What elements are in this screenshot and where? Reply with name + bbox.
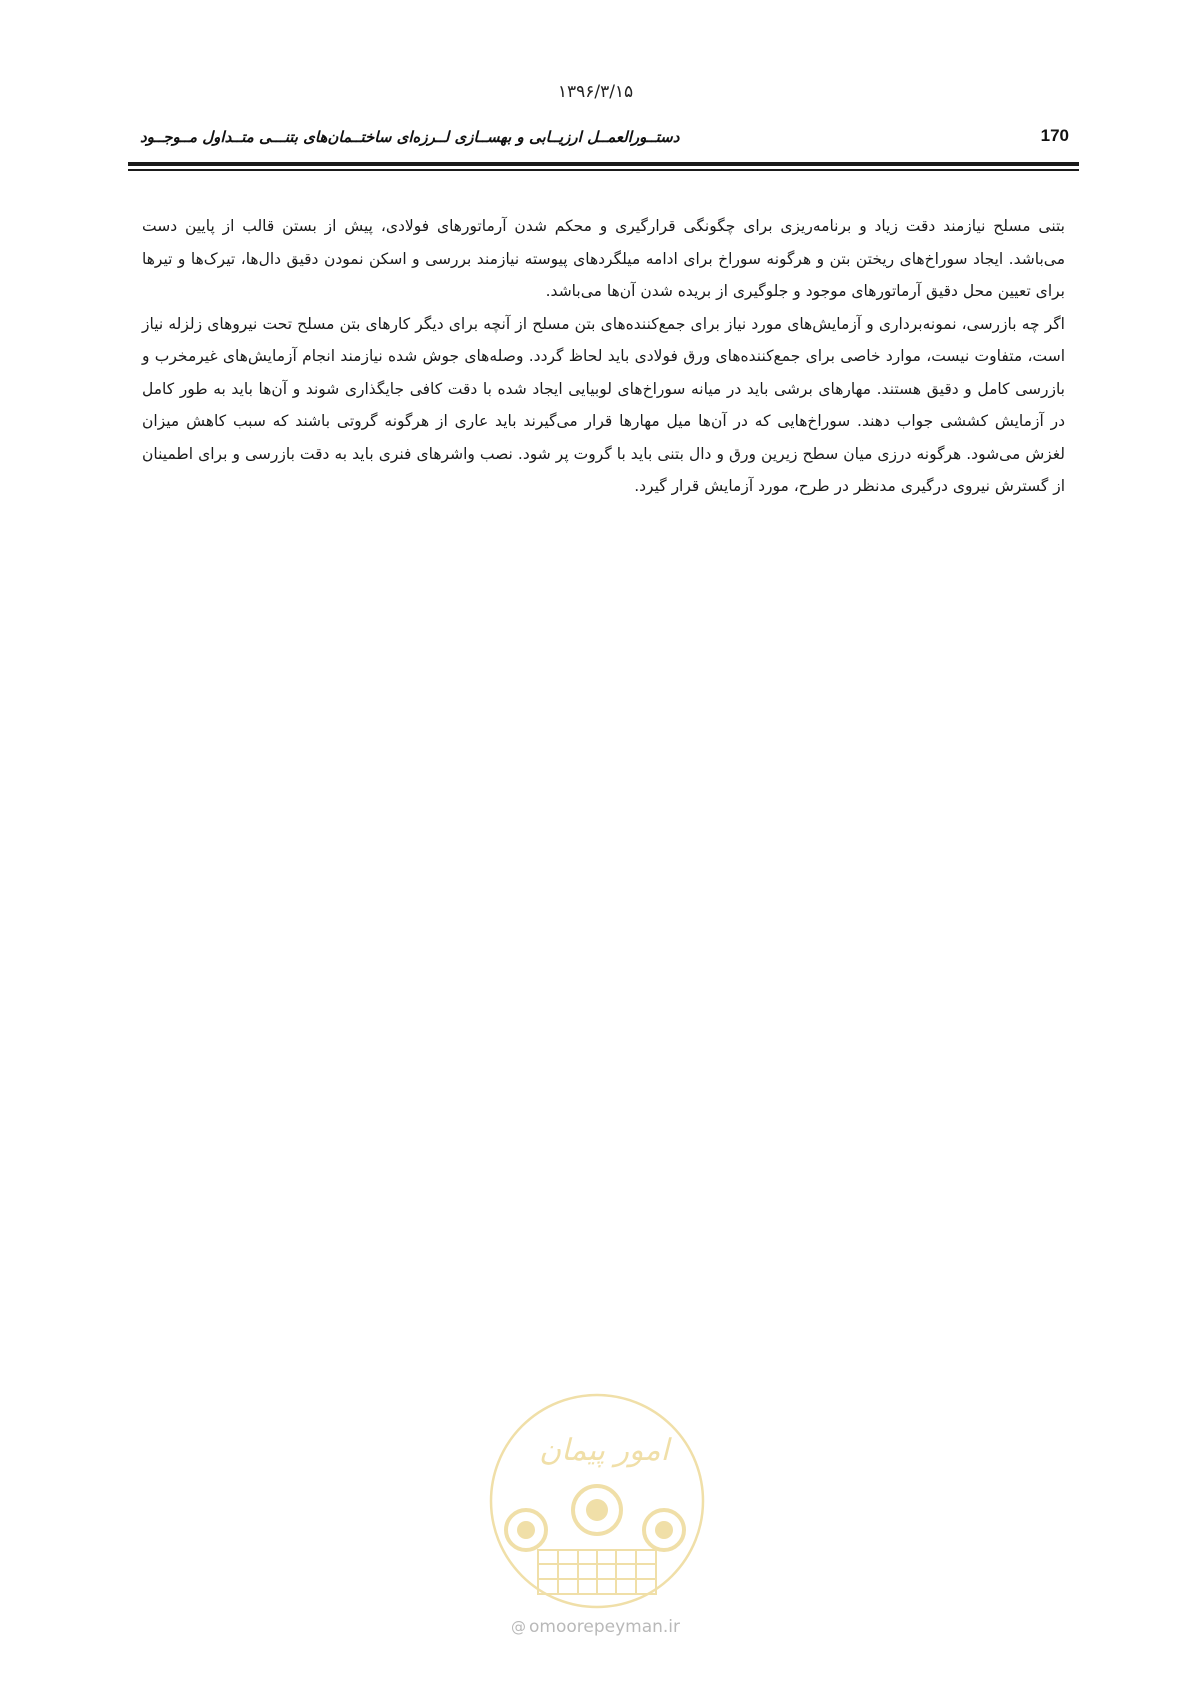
header-rule-thick <box>128 162 1079 166</box>
watermark-url <box>0 1617 1191 1637</box>
page-header <box>128 126 1079 156</box>
watermark-logo-icon <box>486 1390 708 1612</box>
body-text <box>142 210 1065 503</box>
header-date: ۱۳۹۶/۳/۱۵ <box>557 82 634 102</box>
paragraph: بتنی مسلح نیازمند دقت زیاد و برنامه‌ریزی برای چگونگی قرارگیری و محکم شدن آرماتورهای فولادی، پیش از بستن قالب از پایین دست می‌باشد. ایجاد سوراخ‌های ریختن بتن و هرگونه سوراخ برای ادامه میلگردهای پیوسته نیازمند بررسی و اسکن نمودن دقیق دال‌ها، تیرک‌ها و تیرها برای تعیین محل دقیق آرماتورهای موجود و جلوگیری از بریده شدن آن‌ها می‌باشد. <box>142 217 1065 300</box>
watermark-url-text: omoorepeyman.ir <box>528 1617 681 1637</box>
page-number: 170 <box>1040 126 1069 145</box>
at-icon: @ <box>510 1618 526 1636</box>
paragraph: اگر چه بازرسی، نمونه‌برداری و آزمایش‌های مورد نیاز برای جمع‌کننده‌های بتن مسلح از آنچه برای دیگر کارهای بتن مسلح تحت نیروهای زلزله نیاز است، متفاوت نیست، موارد خاصی برای جمع‌کننده‌های ورق فولادی باید لحاظ گردد. وصله‌های جوش شده نیازمند انجام آزمایش‌های غیرمخرب و بازرسی کامل و دقیق هستند. مهارهای برشی باید در میانه سوراخ‌های لوبیایی ایجاد شده با دقت کافی جایگذاری شوند و آن‌ها باید به طور کامل در آزمایش کششی جواب دهند. سوراخ‌هایی که در آن‌ها میل مهارها قرار می‌گیرند باید عاری از هرگونه گروتی باشند که سبب کاهش میزان لغزش می‌شود. هرگونه درزی میان سطح زیرین ورق و دال بتنی باید با گروت پر شود. نصب واشرهای فنری باید به دقت بازرسی و برای اطمینان از گسترش نیروی درگیری مدنظر در طرح، مورد آزمایش قرار گیرد. <box>142 314 1065 495</box>
document-title: دستــورالعمــل ارزیــابی و بهســازی لــرزه‌ای ساختــمان‌های بتنـــی متــداول مــوجــود <box>140 128 680 146</box>
header-rule-thin <box>128 169 1079 171</box>
watermark-logo-text: امور پیمان <box>539 1433 669 1468</box>
